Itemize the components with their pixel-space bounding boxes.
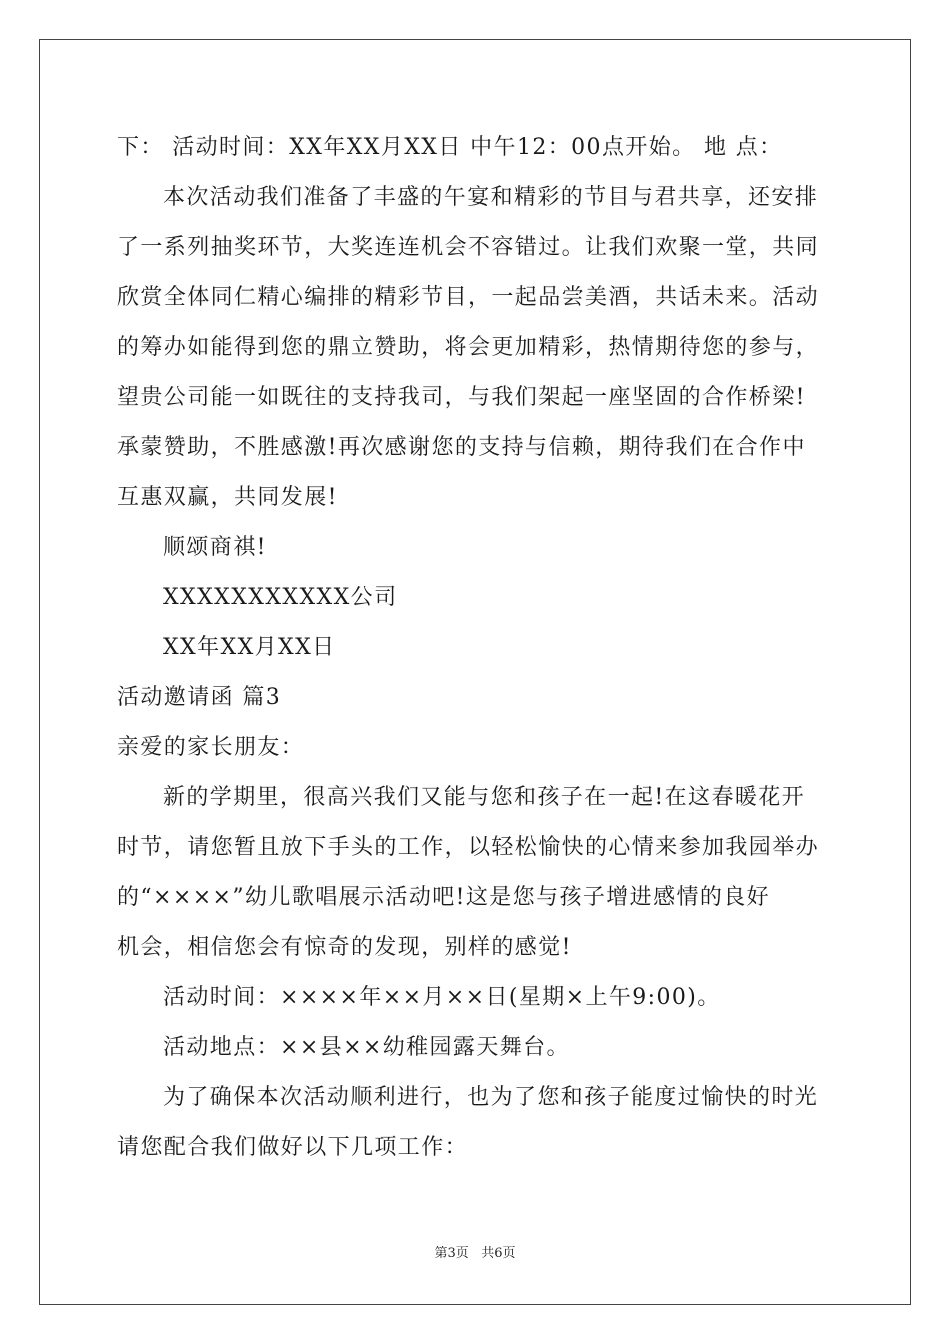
- text-line: 新的学期里，很高兴我们又能与您和孩子在一起!在这春暖花开: [163, 785, 806, 810]
- text-line: 的“××××”幼儿歌唱展示活动吧!这是您与孩子增进感情的良好: [117, 885, 771, 910]
- text-line: 望贵公司能一如既往的支持我司，与我们架起一座坚固的合作桥梁!: [117, 385, 806, 410]
- text-line: 机会，相信您会有惊奇的发现，别样的感觉!: [117, 935, 572, 960]
- closing-salutation: 顺颂商祺!: [163, 535, 267, 560]
- event-location: 活动地点：××县××幼稚园露天舞台。: [163, 1035, 570, 1060]
- signature-company: XXXXXXXXXXX公司: [163, 585, 398, 610]
- page-border: [39, 39, 911, 1305]
- text-line: 本次活动我们准备了丰盛的午宴和精彩的节目与君共享，还安排: [163, 185, 819, 210]
- event-time: 活动时间：××××年××月××日(星期×上午9:00)。: [163, 985, 721, 1010]
- text-line: 欣赏全体同仁精心编排的精彩节目，一起品尝美酒，共话未来。活动: [117, 285, 820, 310]
- text-line: 时节，请您暂且放下手头的工作，以轻松愉快的心情来参加我园举办: [117, 835, 820, 860]
- signature-date: XX年XX月XX日: [163, 635, 336, 660]
- page-number: 第3页: [434, 1246, 469, 1261]
- section-heading: 活动邀请函 篇3: [117, 685, 282, 710]
- greeting: 亲爱的家长朋友：: [117, 735, 305, 760]
- text-line: 互惠双赢，共同发展!: [117, 485, 338, 510]
- page-footer: [0, 1245, 950, 1263]
- page-total: 共6页: [481, 1246, 516, 1261]
- text-line: 请您配合我们做好以下几项工作：: [117, 1135, 469, 1160]
- text-line: 的筹办如能得到您的鼎立赞助，将会更加精彩，热情期待您的参与，: [117, 335, 820, 360]
- text-line: 下： 活动时间：XX年XX月XX日 中午12：00点开始。 地 点：: [117, 135, 783, 160]
- text-line: 了一系列抽奖环节，大奖连连机会不容错过。让我们欢聚一堂，共同: [117, 235, 820, 260]
- text-line: 承蒙赞助，不胜感激!再次感谢您的支持与信赖，期待我们在合作中: [117, 435, 806, 460]
- text-line: 为了确保本次活动顺利进行，也为了您和孩子能度过愉快的时光: [163, 1085, 819, 1110]
